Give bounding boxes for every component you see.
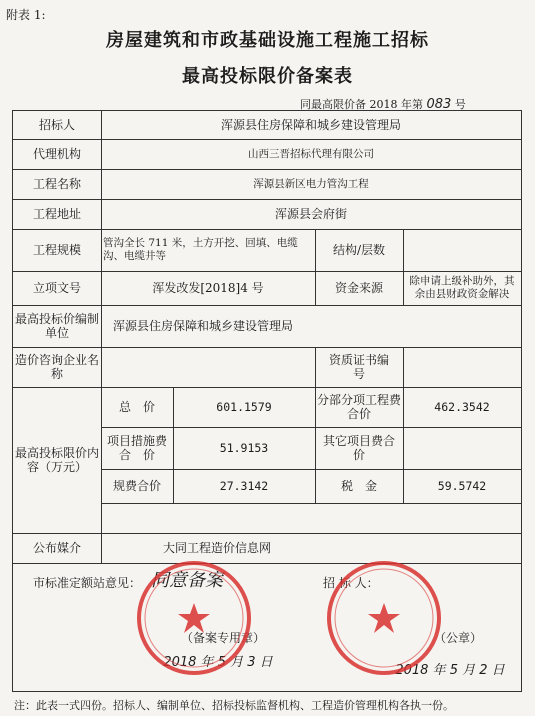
structure-label: 结构/层数 [332, 243, 386, 257]
project-address-value: 浑源县会府街 [274, 207, 347, 221]
page-title: 房屋建筑和市政基础设施工程施工招标 [106, 30, 429, 51]
attachment-label: 附表 1: [6, 8, 46, 22]
record-table [12, 110, 522, 692]
record-number-handwritten: 083 [426, 97, 452, 112]
fund-source-label: 资金来源 [334, 281, 383, 295]
project-scale-value: 管沟全长 711 米，土方开挖、回填、电缆沟、电缆井等 [103, 237, 298, 262]
consultant-value [101, 347, 315, 387]
approval-doc-value: 浑发改发[2018]4 号 [152, 281, 264, 295]
tenderer-seal [325, 559, 443, 677]
measure-cost-label: 项目措施费合 价 [106, 434, 167, 462]
tenderer-stamp-label: （公章） [433, 631, 482, 645]
subitem-cost-value: 462.3542 [434, 400, 490, 414]
agency-label: 代理机构 [32, 147, 81, 161]
page-subtitle: 最高投标限价备案表 [182, 66, 353, 87]
record-number-prefix: 同最高限价备 2018 年第 [300, 98, 423, 111]
measure-cost-value: 51.9153 [219, 441, 269, 455]
project-name-value: 浑源县新区电力管沟工程 [253, 177, 369, 190]
tenderer-date: 2018 年 5 月 2 日 [395, 663, 505, 678]
tenderer-value: 浑源县住房保障和城乡建设管理局 [220, 118, 401, 132]
total-price-label: 总 价 [118, 400, 155, 414]
project-scale-label: 工程规模 [32, 243, 81, 257]
other-cost-label: 其它项目费合 价 [322, 434, 408, 462]
media-value: 大同工程造价信息网 [163, 541, 272, 555]
other-cost-value [403, 427, 521, 469]
compiler-label: 最高投标价编制单位 [15, 312, 100, 340]
total-price-value: 601.1579 [216, 400, 272, 414]
fee-label: 规费合价 [112, 479, 161, 493]
fund-source-value: 除申请上级补助外，其余由县财政资金解决 [409, 275, 515, 300]
fee-value: 27.3142 [219, 479, 269, 493]
consultant-label: 造价咨询企业名称 [15, 353, 100, 381]
tax-label: 税 金 [340, 479, 377, 493]
station-opinion-label: 市标准定额站意见： [33, 576, 142, 590]
filing-seal [135, 559, 253, 677]
station-stamp-label: （备案专用章） [180, 631, 265, 645]
tenderer-label: 招标人 [38, 118, 75, 132]
footnote: 注：此表一式四份。招标人、编制单位、招标投标监督机构、工程造价管理机构各执一份。 [14, 699, 454, 712]
approval-doc-label: 立项文号 [32, 281, 81, 295]
project-address-label: 工程地址 [32, 207, 81, 221]
record-number-suffix: 号 [454, 98, 466, 111]
structure-value [403, 229, 521, 271]
agency-value: 山西三晋招标代理有限公司 [248, 147, 374, 160]
station-date: 2018 年 5 月 3 日 [163, 655, 273, 670]
tax-value: 59.5742 [437, 479, 487, 493]
subitem-cost-label: 分部分项工程费合价 [317, 393, 402, 421]
qualification-label: 资质证书编 号 [328, 353, 414, 381]
compiler-value: 浑源县住房保障和城乡建设管理局 [113, 319, 294, 333]
media-label: 公布媒介 [32, 541, 81, 555]
tenderer-sign-label: 招 标 人： [323, 576, 379, 590]
qualification-value [403, 347, 521, 387]
project-name-label: 工程名称 [32, 177, 81, 191]
price-limit-label: 最高投标限价内容（万元） [15, 446, 100, 474]
station-opinion-handwritten: 同意备案 [151, 570, 223, 591]
